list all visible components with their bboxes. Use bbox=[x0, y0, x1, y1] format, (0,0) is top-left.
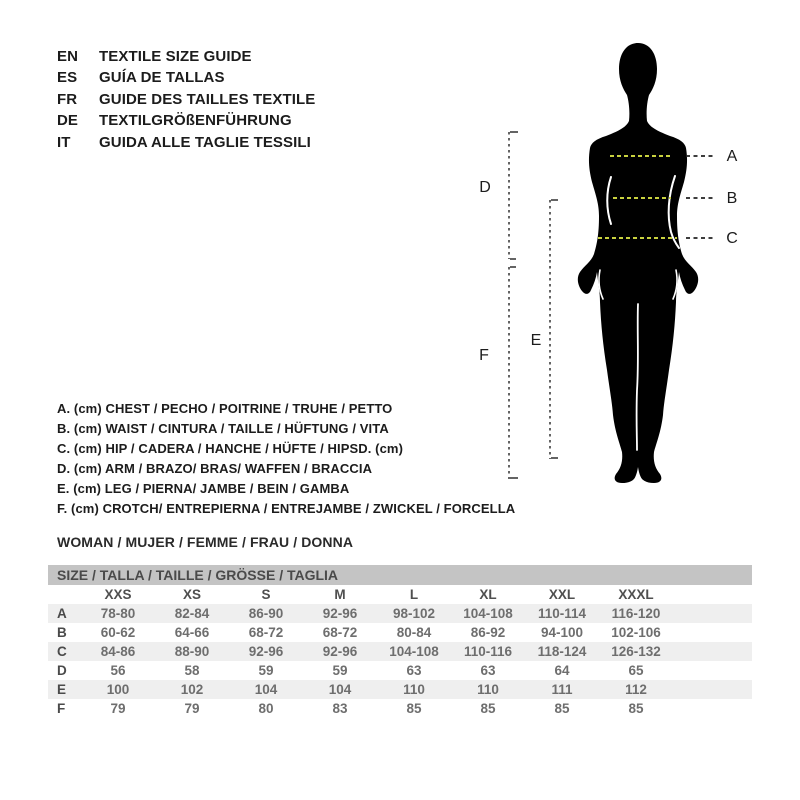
size-table-body bbox=[48, 604, 752, 718]
size-header-bar-label: SIZE / TALLA / TAILLE / GRÖSSE / TAGLIA bbox=[48, 565, 752, 585]
size-value-cell: 104 bbox=[229, 680, 303, 699]
size-value-cell: 64-66 bbox=[174, 625, 210, 640]
language-row bbox=[57, 89, 315, 110]
size-value-cell: 110 bbox=[451, 680, 525, 699]
woman-silhouette bbox=[578, 43, 698, 483]
table-row bbox=[48, 642, 752, 661]
measure-label-c: C bbox=[726, 230, 738, 247]
size-column-header: XXL bbox=[548, 587, 576, 602]
size-value-cell: 100 bbox=[81, 680, 155, 699]
size-value-cell: 85 bbox=[406, 701, 422, 716]
size-column-header: L bbox=[409, 587, 419, 602]
row-letter: E bbox=[48, 680, 81, 699]
measure-label-d: D bbox=[479, 179, 491, 196]
legend-item: A. (cm) CHEST / PECHO / POITRINE / TRUHE / PETTO bbox=[57, 401, 393, 416]
size-value-cell: 85 bbox=[628, 701, 644, 716]
size-value-cell: 68-72 bbox=[248, 625, 284, 640]
size-value-cell: 79 bbox=[110, 701, 126, 716]
legend-item: D. (cm) ARM / BRAZO/ BRAS/ WAFFEN / BRACCIA bbox=[57, 461, 373, 476]
empty-header-cell bbox=[48, 585, 81, 604]
language-code: IT bbox=[57, 133, 71, 151]
woman-silhouette-diagram bbox=[470, 20, 800, 510]
size-value-cell: 104-108 bbox=[451, 604, 525, 623]
legend-item: E. (cm) LEG / PIERNA/ JAMBE / BEIN / GAMBA bbox=[57, 481, 350, 496]
measure-legend bbox=[57, 399, 515, 519]
size-value-cell: 126-132 bbox=[599, 642, 673, 661]
filler-cell bbox=[673, 585, 752, 604]
measure-label-a: A bbox=[726, 148, 738, 165]
measure-label-f: F bbox=[479, 347, 489, 364]
measure-label-e: E bbox=[530, 332, 542, 349]
size-value-cell: 110-116 bbox=[451, 642, 525, 661]
size-value-cell: 59 bbox=[332, 663, 348, 678]
size-column-header: XS bbox=[182, 587, 201, 602]
filler-cell bbox=[673, 680, 752, 699]
size-header-row bbox=[48, 585, 752, 604]
filler-cell bbox=[673, 699, 752, 718]
size-value-cell: 65 bbox=[628, 663, 644, 678]
size-column-header: XXS bbox=[104, 587, 132, 602]
size-column-header: XL bbox=[479, 587, 497, 602]
language-code: EN bbox=[57, 48, 79, 65]
size-value-cell: 68-72 bbox=[322, 625, 358, 640]
legend-item: B. (cm) WAIST / CINTURA / TAILLE / HÜFTUNG / VITA bbox=[57, 421, 389, 436]
size-value-cell: 85 bbox=[480, 701, 496, 716]
table-row bbox=[48, 604, 752, 623]
size-value-cell: 84-86 bbox=[81, 642, 155, 661]
size-value-cell: 112 bbox=[599, 680, 673, 699]
size-value-cell: 92-96 bbox=[229, 642, 303, 661]
language-title: TEXTILE SIZE GUIDE bbox=[99, 48, 252, 65]
language-row bbox=[57, 67, 315, 88]
row-letter: F bbox=[57, 701, 66, 716]
size-value-cell: 85 bbox=[554, 701, 570, 716]
language-code: DE bbox=[57, 112, 79, 130]
row-letter: C bbox=[48, 642, 81, 661]
filler-cell bbox=[673, 604, 752, 623]
language-title: GUIDE DES TAILLES TEXTILE bbox=[99, 90, 316, 108]
row-letter: B bbox=[57, 625, 67, 640]
size-value-cell: 83 bbox=[332, 701, 348, 716]
size-value-cell: 60-62 bbox=[100, 625, 136, 640]
size-table bbox=[48, 565, 752, 718]
size-value-cell: 98-102 bbox=[377, 604, 451, 623]
size-table-grid bbox=[48, 565, 752, 718]
size-value-cell: 56 bbox=[110, 663, 126, 678]
language-row bbox=[57, 46, 315, 67]
size-value-cell: 92-96 bbox=[303, 604, 377, 623]
table-row bbox=[48, 680, 752, 699]
size-value-cell: 82-84 bbox=[155, 604, 229, 623]
size-column-header: S bbox=[261, 587, 271, 602]
size-value-cell: 59 bbox=[258, 663, 274, 678]
size-value-cell: 116-120 bbox=[599, 604, 673, 623]
size-value-cell: 110 bbox=[377, 680, 451, 699]
legend-item: F. (cm) CROTCH/ ENTREPIERNA / ENTREJAMBE / ZWICKEL / FORCELLA bbox=[57, 501, 516, 516]
language-title: GUÍA DE TALLAS bbox=[99, 69, 225, 87]
size-value-cell: 78-80 bbox=[81, 604, 155, 623]
size-value-cell: 64 bbox=[554, 663, 570, 678]
size-value-cell: 86-92 bbox=[470, 625, 506, 640]
size-value-cell: 110-114 bbox=[525, 604, 599, 623]
size-value-cell: 111 bbox=[525, 680, 599, 699]
table-row bbox=[48, 699, 752, 718]
size-value-cell: 92-96 bbox=[303, 642, 377, 661]
language-row bbox=[57, 132, 315, 153]
size-column-header: XXXL bbox=[618, 587, 654, 602]
size-value-cell: 79 bbox=[184, 701, 200, 716]
body-measurement-figure bbox=[470, 20, 800, 510]
filler-cell bbox=[673, 642, 752, 661]
gender-title: WOMAN / MUJER / FEMME / FRAU / DONNA bbox=[57, 534, 354, 550]
row-letter: D bbox=[57, 663, 67, 678]
language-code: FR bbox=[57, 90, 78, 108]
size-value-cell: 63 bbox=[406, 663, 422, 678]
size-header-bar bbox=[48, 565, 752, 585]
size-value-cell: 88-90 bbox=[155, 642, 229, 661]
size-value-cell: 104 bbox=[303, 680, 377, 699]
size-value-cell: 63 bbox=[480, 663, 496, 678]
legend-item: C. (cm) HIP / CADERA / HANCHE / HÜFTE / HIPSD. (cm) bbox=[57, 441, 404, 456]
size-value-cell: 80-84 bbox=[396, 625, 432, 640]
language-title: TEXTILGRÖßENFÜHRUNG bbox=[99, 112, 292, 130]
size-value-cell: 104-108 bbox=[377, 642, 451, 661]
measure-label-b: B bbox=[726, 190, 738, 207]
size-value-cell: 86-90 bbox=[229, 604, 303, 623]
size-value-cell: 58 bbox=[184, 663, 200, 678]
language-title: GUIDA ALLE TAGLIE TESSILI bbox=[99, 133, 311, 151]
language-row bbox=[57, 110, 315, 131]
filler-cell bbox=[673, 661, 752, 680]
table-row bbox=[48, 623, 752, 642]
size-value-cell: 80 bbox=[258, 701, 274, 716]
table-row bbox=[48, 661, 752, 680]
filler-cell bbox=[673, 623, 752, 642]
size-value-cell: 118-124 bbox=[525, 642, 599, 661]
language-code: ES bbox=[57, 69, 78, 87]
language-title-block bbox=[57, 46, 315, 153]
row-letter: A bbox=[48, 604, 81, 623]
size-value-cell: 94-100 bbox=[540, 625, 584, 640]
size-column-header: M bbox=[334, 587, 346, 602]
size-value-cell: 102 bbox=[155, 680, 229, 699]
size-value-cell: 102-106 bbox=[611, 625, 661, 640]
